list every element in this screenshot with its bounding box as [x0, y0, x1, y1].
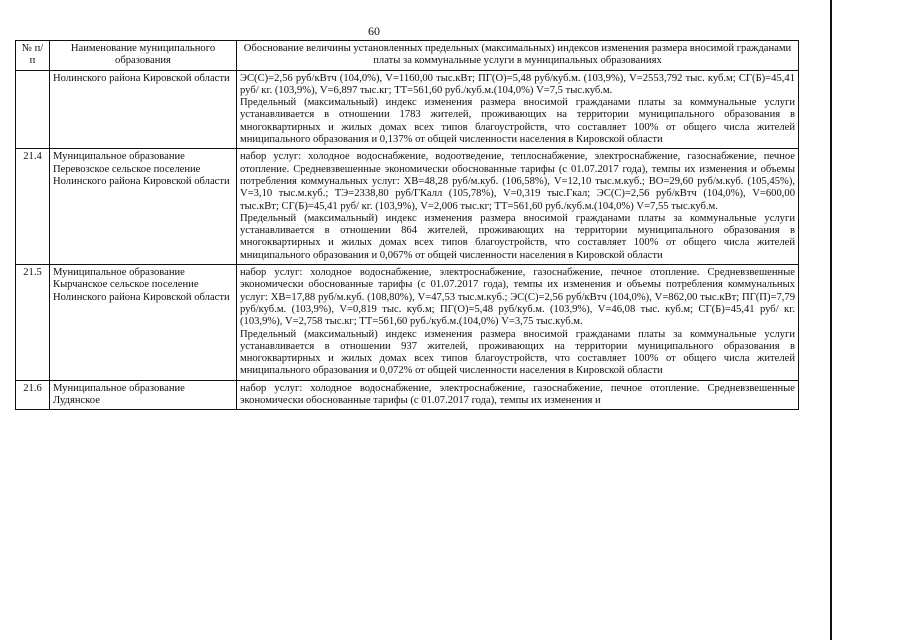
header-municipality: Наименование муниципального образования	[50, 41, 237, 71]
table-row	[16, 380, 799, 410]
header-num: № п/п	[16, 41, 50, 71]
tariff-index-table	[15, 40, 799, 410]
row-number: 21.5	[16, 265, 50, 381]
rationale-index: Предельный (максимальный) индекс изменения размера вносимой гражданами платы за коммунальные услуги устанавливается в отношении 1783 жителей, проживающих на территории муниципального образования в многоквартирных и жилых домах всех типов благоустройств, что составляет 100% от общего числа жителей мниципального образования и 0,137% от общей численности населения в Кировской области	[240, 97, 795, 146]
row-number: 21.4	[16, 149, 50, 265]
row-rationale	[237, 149, 799, 265]
row-number	[16, 70, 50, 149]
row-municipality: Муниципальное образование Кырчанское сельское поселение Нолинского района Кировской области	[50, 265, 237, 381]
table-row	[16, 70, 799, 149]
row-municipality: Муниципальное образование Лудянское	[50, 380, 237, 410]
right-edge-rule	[830, 0, 832, 640]
table-row	[16, 149, 799, 265]
rationale-index: Предельный (максимальный) индекс изменения размера вносимой гражданами платы за коммунальные услуги устанавливается в отношении 864 жителей, проживающих на территории муниципального образования в многоквартирных и жилых домах всех типов благоустройств, что составляет 100% от общего числа жителей мниципального образования и 0,067% от общей численности населения в Кировской области	[240, 212, 795, 261]
row-municipality: Нолинского района Кировской области	[50, 70, 237, 149]
rationale-tariffs: набор услуг: холодное водоснабжение, электроснабжение, газоснабжение, печное отопление. Средневзвешенные экономически обоснованные тарифы (с 01.07.2017 года), темпы их изменения и объемы потребления коммунальных услуг: ХВ=17,88 руб/м.куб. (108,80%), V=47,53 тыс.м.куб.; ЭС(С)=2,56 руб/кВтч (104,0%), V=862,00 тыс.кВт; ПГ(П)=7,79 руб/куб.м. (103,9%), V=0,819 тыс. куб.м; ПГ(О)=5,48 руб/куб.м. (103,9%), V=46,08 тыс. куб.м; СГ(Б)=45,41 руб/ кг. (103,9%), V=2,758 тыс.кг; ТТ=561,60 руб./куб.м.(104,0%) V=3,75 тыс.куб.м.	[240, 267, 795, 328]
table-header-row	[16, 41, 799, 71]
header-rationale: Обоснование величины установленных предельных (максимальных) индексов изменения размера вносимой гражданами платы за коммунальные услуги в муниципальных образованиях	[237, 41, 799, 71]
rationale-tariffs: набор услуг: холодное водоснабжение, водоотведение, теплоснабжение, электроснабжение, газоснабжение, печное отопление. Средневзвешенные экономически обоснованные тарифы (с 01.07.2017 года), темпы их изменения и объемы потребления коммунальных услуг: ХВ=48,28 руб/м.куб. (106,58%), V=12,10 тыс.м.куб.; ВО=29,60 руб/м.куб. (105,45%), V=3,10 тыс.м.куб.; ТЭ=2338,80 руб/ГКалл (105,78%), V=0,319 тыс.Гкал; ЭС(С)=2,56 руб/кВтч (104,0%), V=600,00 тыс.кВт; СГ(Б)=45,41 руб/ кг. (103,9%), V=2,006 тыс.кг; ТТ=561,60 руб./куб.м.(104,0%) V=7,55 тыс.куб.м.	[240, 151, 795, 212]
row-rationale	[237, 265, 799, 381]
table-row	[16, 265, 799, 381]
row-municipality: Муниципальное образование Перевозское сельское поселение Нолинского района Кировской области	[50, 149, 237, 265]
rationale-tariffs: ЭС(С)=2,56 руб/кВтч (104,0%), V=1160,00 тыс.кВт; ПГ(О)=5,48 руб/куб.м. (103,9%), V=2553,792 тыс. куб.м; СГ(Б)=45,41 руб/ кг. (103,9%), V=6,897 тыс.кг; ТТ=561,60 руб./куб.м.(104,0%) V=7,5 тыс.куб.м.	[240, 72, 795, 96]
row-rationale	[237, 70, 799, 149]
rationale-index: Предельный (максимальный) индекс изменения размера вносимой гражданами платы за коммунальные услуги устанавливается в отношении 937 жителей, проживающих на территории муниципального образования в многоквартирных и жилых домах всех типов благоустройств, что составляет 100% от общего числа жителей мниципального образования и 0,072% от общей численности населения в Кировской области	[240, 328, 795, 377]
page-number: 60	[368, 24, 380, 38]
row-number: 21.6	[16, 380, 50, 410]
rationale-tariffs: набор услуг: холодное водоснабжение, электроснабжение, газоснабжение, печное отопление. Средневзвешенные экономически обоснованные тарифы (с 01.07.2017 года), темпы их изменения и	[240, 382, 795, 407]
row-rationale	[237, 380, 799, 410]
